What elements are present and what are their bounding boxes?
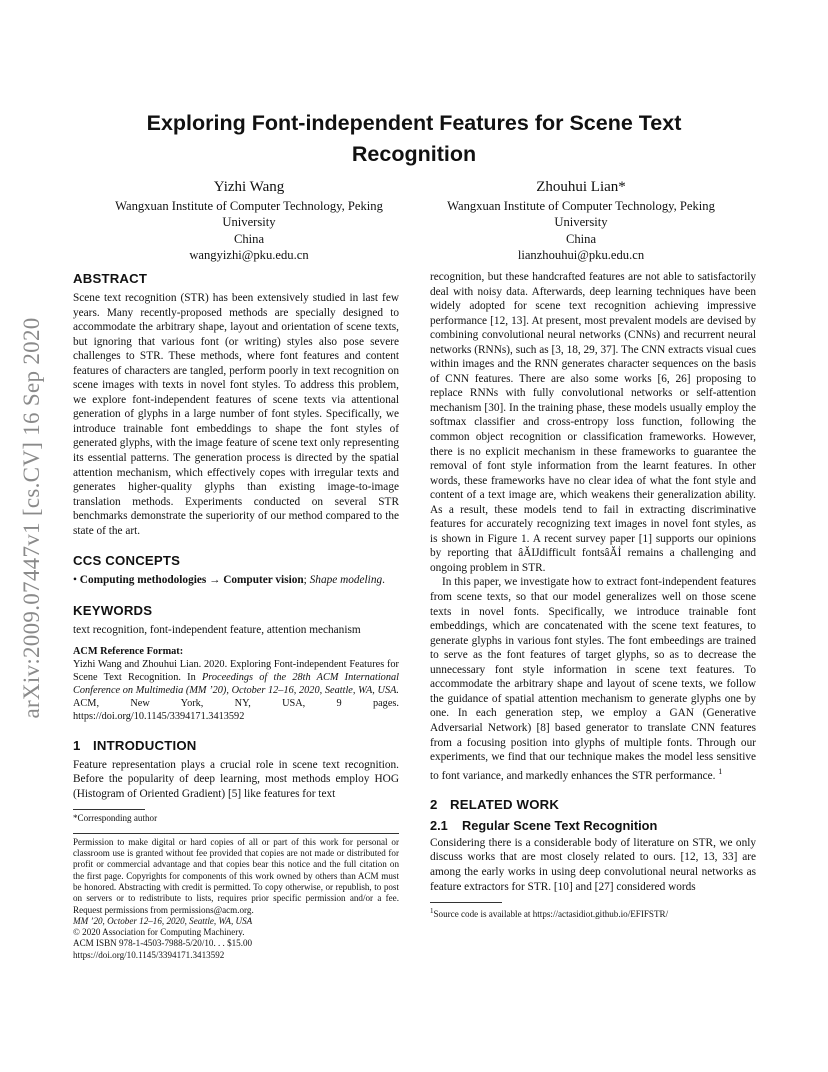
source-footnote-rule	[430, 902, 502, 903]
acm-reference-venue: Proceedings of the 28th ACM International Conference on Multimedia (MM ’20), October 12–16, 2020, Seattle, WA, USA.	[73, 672, 399, 697]
abstract-text: Scene text recognition (STR) has been extensively studied in last few years. Many recently-proposed methods are specially designed to accommodate the arbitrary shape, layout and orientation of scene texts, but ignoring that various font (or writing) styles also pose severe challenges to STR. These methods, where font features and content features of characters are tangled, perform poorly in text recognition on scene images with texts in novel font styles. To address this problem, we explore font-independent features of scene texts via attentional generation of glyphs in a large number of font styles. Specifically, we introduce trainable font embeddings to shape the font styles of generated glyphs, with the image feature of scene text only representing its essential patterns. The generation process is directed by the spatial attention mechanism, which effectively copes with irregular texts and generates higher-quality glyphs than existing image-to-image translation methods. Experiments conducted on several STR benchmarks demonstrate the superiority of our method compared to the state of the art.	[73, 292, 399, 537]
author-name: Yizhi Wang	[213, 179, 285, 195]
ccs-heading: CCS CONCEPTS	[73, 553, 181, 569]
acm-reference-post: ACM, New York, NY, USA, 9 pages. https://doi.org/10.1145/3394171.3413592	[73, 698, 399, 722]
title-line-2: Recognition	[351, 142, 477, 166]
permission-rule	[73, 833, 399, 834]
acm-reference-text	[73, 659, 399, 724]
isbn-line: ACM ISBN 978-1-4503-7988-5/20/10. . . $15.00	[73, 938, 253, 949]
ccs-end: .	[382, 574, 385, 587]
permission-text: Permission to make digital or hard copies of all or part of this work for personal or classroom use is granted without fee provided that copies are not made or distributed for profit or commercial advantage and that copies bear this notice and the full citation on the first page. Copyrights for components of this work owned by others than ACM must be honored. Abstracting with credit is permitted. To copy otherwise, or republish, to post on servers or to redistribute to lists, requires prior specific permission and/or a fee. Request permissions from permissions@acm.org.	[73, 836, 399, 915]
acm-reference	[73, 646, 399, 723]
source-footnote-mark: 1	[430, 907, 434, 916]
keywords-text: text recognition, font-independent feature, attention mechanism	[73, 623, 361, 636]
intro-paragraph-2-text: In this paper, we investigate how to extract font-independent features from scene texts, so that our model generalizes well on those scene texts in novel fonts. Specifically, we introduce trainable font embeddings, which are concatenated with the scene text features, to generate glyphs in various font styles. The font embeedings are trained to serve as the font features of target glyphs, so as to decrease the unnecessary font style information in scene text features. To accommodate the arbitrary shape and layout of scene texts, we follow the guidance of spatial attention mechanism to generate glyphs one by one. In each generation step, we employ a GAN (Generative Adversarial Network) [8] based generator to translate CNN features from a focusing position into glyphs of multiple fonts. Through our experiments, we find that our technique makes the model less sensitive to font variance, and markedly enhances the STR performance.	[430, 576, 756, 782]
related-title: RELATED WORK	[450, 796, 560, 812]
regular-str-heading	[430, 817, 756, 834]
permission-block	[73, 837, 399, 961]
source-footnote	[430, 906, 756, 920]
right-column	[430, 270, 756, 920]
intro-heading	[73, 737, 399, 755]
paper-title	[80, 108, 748, 170]
footnote-rule	[73, 809, 145, 810]
title-line-1: Exploring Font-independent Features for Scene Text	[146, 111, 682, 135]
arxiv-stamp-text: arXiv:2009.07447v1 [cs.CV] 16 Sep 2020	[19, 317, 44, 719]
ccs-bullet: •	[73, 574, 77, 587]
author-affiliation: Wangxuan Institute of Computer Technology, Peking	[447, 199, 715, 213]
related-text: Considering there is a considerable body of literature on STR, we only discuss works that are most closely related to ours. [12, 13, 33] are among the early works in using deep convolutional neural networks as feature extractors for STR. [10] and [27] considered words	[430, 836, 756, 893]
author-affiliation-cont: University	[222, 215, 276, 230]
source-footnote-text: Source code is available at https://actasidiot.github.io/EFIFSTR/	[433, 909, 669, 920]
intro-text: Feature representation plays a crucial role in scene text recognition. Before the popularity of deep learning, most methods employ HOG (Histogram of Oriented Gradient) [5] like features for text	[73, 758, 399, 800]
related-work-heading	[430, 796, 756, 814]
ccs-separator: ;	[303, 574, 310, 587]
author-country: China	[565, 231, 597, 246]
author-affiliation-cont: University	[554, 215, 608, 230]
conference-line	[73, 916, 399, 927]
related-number: 2	[430, 796, 438, 812]
acm-reference-pre: Yizhi Wang and Zhouhui Lian. 2020. Exploring Font-independent Features for Scene Text Recognition. In	[73, 659, 399, 684]
keywords-heading: KEYWORDS	[73, 602, 153, 618]
intro-continued: recognition, but these handcrafted features are not able to satisfactorily deal with noisy data. Afterwards, deep learning techniques have been widely adopted for scene text recognition achieving impressive performance [12, 13]. At present, most prevalent models are devised by combining convolutional neural networks (CNNs) and recurrent neural networks (RNNs), such as [3, 18, 29, 37]. The CNN extracts visual cues within images and the RNN generates character sequences on the basis of CNN features. There are also some works [6, 26] proposing to replace RNNs with fully convolutional networks or self-attention mechanism [30]. In the training phase, these models usually employ the softmax classifier and cross-entropy loss function, following the common object recognition or classification frameworks. However, there is no explicit mechanism in these frameworks to guarantee the removal of font style information from the learnt features. In other words, these frameworks have no clear idea of what the font style and content of a text image are, which weakens their generalization ability. As a result, these models tend to fail in extracting discriminative features for accurately recognizing text images in novel font styles, as is shown in Figure 1. A recent survey paper [1] supports our opinions by reporting that âĂIJdifficult fontsâĂİ remains a challenging and ongoing problem in STR.	[430, 271, 756, 574]
left-column	[73, 270, 399, 961]
ccs-text	[73, 573, 399, 588]
regular-number: 2.1	[430, 817, 448, 833]
intro-number: 1	[73, 737, 81, 753]
intro-paragraph-2	[430, 575, 756, 782]
regular-title: Regular Scene Text Recognition	[462, 817, 658, 833]
corresponding-author-note: *Corresponding author	[73, 813, 158, 824]
copyright-line: © 2020 Association for Computing Machinery.	[73, 927, 245, 938]
author-country: China	[233, 231, 265, 246]
arxiv-stamp	[12, 268, 52, 768]
author-email: lianzhouhui@pku.edu.cn	[517, 248, 645, 263]
acm-reference-heading: ACM Reference Format:	[73, 646, 184, 658]
ccs-concept: Computing methodologies → Computer vision	[79, 574, 304, 587]
conference-line-text: MM ’20, October 12–16, 2020, Seattle, WA, USA	[73, 915, 253, 926]
author-block-2	[416, 178, 746, 264]
author-email: wangyizhi@pku.edu.cn	[189, 248, 309, 263]
author-block-1	[84, 178, 414, 264]
footnote-ref: 1	[718, 766, 723, 776]
doi-line: https://doi.org/10.1145/3394171.3413592	[73, 949, 225, 960]
abstract-heading: ABSTRACT	[73, 271, 148, 286]
author-name: Zhouhui Lian*	[536, 179, 626, 195]
intro-title: INTRODUCTION	[93, 737, 197, 753]
author-affiliation: Wangxuan Institute of Computer Technology, Peking	[115, 199, 383, 213]
ccs-subconcept: Shape modeling	[309, 574, 383, 587]
